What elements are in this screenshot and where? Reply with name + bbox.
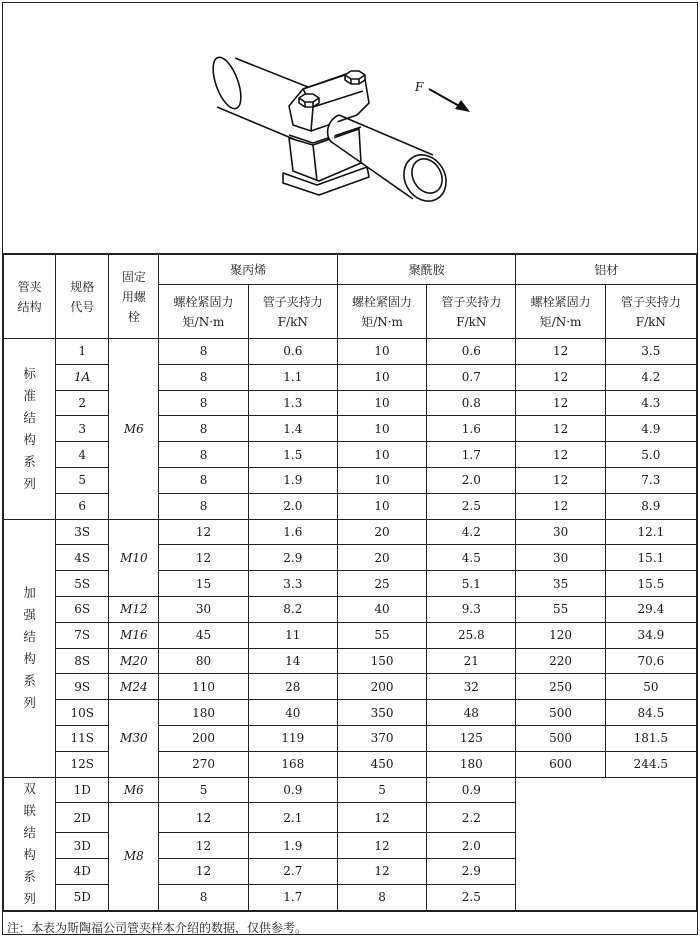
value-cell: 2.0 (427, 833, 516, 859)
bolt-cell: M6 (109, 777, 159, 803)
value-cell: 12 (516, 467, 605, 493)
value-cell: 14 (248, 648, 337, 674)
bolt-cell: M20 (109, 648, 159, 674)
bolt-cell: M12 (109, 596, 159, 622)
value-cell: 8 (159, 390, 248, 416)
value-cell: 370 (337, 725, 426, 751)
value-cell: 10 (337, 493, 426, 519)
value-cell: 4.9 (605, 416, 696, 442)
code-cell: 4D (56, 858, 109, 884)
table-row (4, 519, 697, 545)
value-cell: 1.7 (248, 884, 337, 910)
value-cell: 119 (248, 725, 337, 751)
value-cell: 8 (337, 884, 426, 910)
value-cell: 10 (337, 364, 426, 390)
code-cell: 5 (56, 467, 109, 493)
value-cell: 50 (605, 674, 696, 700)
value-cell: 3.3 (248, 571, 337, 597)
table-row (4, 364, 697, 390)
value-cell: 25.8 (427, 622, 516, 648)
bolt-cell: M30 (109, 700, 159, 777)
value-cell: 34.9 (605, 622, 696, 648)
value-cell: 28 (248, 674, 337, 700)
value-cell: 84.5 (605, 700, 696, 726)
value-cell: 600 (516, 751, 605, 777)
value-cell: 20 (337, 519, 426, 545)
table-row (4, 725, 697, 751)
value-cell: 5 (159, 777, 248, 803)
value-cell: 0.9 (427, 777, 516, 803)
force-arrow-icon (455, 100, 470, 112)
value-cell: 180 (427, 751, 516, 777)
pipe-clamp-illustration (3, 3, 697, 253)
value-cell: 10 (337, 416, 426, 442)
value-cell: 1.6 (427, 416, 516, 442)
bolt-cell: M10 (109, 519, 159, 596)
value-cell: 2.0 (427, 467, 516, 493)
header-force: 管子夹持力F/kN (427, 285, 516, 339)
value-cell: 2.2 (427, 803, 516, 833)
value-cell: 48 (427, 700, 516, 726)
empty-cell (516, 777, 697, 910)
value-cell: 12 (516, 364, 605, 390)
code-cell: 3 (56, 416, 109, 442)
force-label: F (415, 80, 424, 94)
table-row (4, 622, 697, 648)
value-cell: 40 (248, 700, 337, 726)
value-cell: 8.2 (248, 596, 337, 622)
bolt-cell: M6 (109, 339, 159, 520)
value-cell: 4.2 (427, 519, 516, 545)
table-row (4, 467, 697, 493)
value-cell: 220 (516, 648, 605, 674)
value-cell: 270 (159, 751, 248, 777)
value-cell: 0.7 (427, 364, 516, 390)
header-bolt: 固定用螺栓 (109, 255, 159, 339)
code-cell: 1D (56, 777, 109, 803)
value-cell: 15.1 (605, 545, 696, 571)
table-row (4, 442, 697, 468)
table-row (4, 571, 697, 597)
value-cell: 8 (159, 493, 248, 519)
code-cell: 5S (56, 571, 109, 597)
value-cell: 12 (516, 416, 605, 442)
value-cell: 10 (337, 467, 426, 493)
value-cell: 150 (337, 648, 426, 674)
value-cell: 12 (337, 803, 426, 833)
value-cell: 3.5 (605, 339, 696, 365)
value-cell: 2.1 (248, 803, 337, 833)
value-cell: 110 (159, 674, 248, 700)
value-cell: 250 (516, 674, 605, 700)
code-cell: 3D (56, 833, 109, 859)
value-cell: 0.6 (248, 339, 337, 365)
value-cell: 1.9 (248, 833, 337, 859)
value-cell: 4.5 (427, 545, 516, 571)
code-cell: 6 (56, 493, 109, 519)
value-cell: 10 (337, 339, 426, 365)
header-structure: 管夹结构 (4, 255, 56, 339)
value-cell: 1.4 (248, 416, 337, 442)
value-cell: 500 (516, 725, 605, 751)
value-cell: 350 (337, 700, 426, 726)
table-row (4, 596, 697, 622)
value-cell: 181.5 (605, 725, 696, 751)
value-cell: 4.2 (605, 364, 696, 390)
header-material-pa: 聚酰胺 (337, 255, 516, 285)
value-cell: 12 (516, 493, 605, 519)
value-cell: 12 (337, 858, 426, 884)
value-cell: 45 (159, 622, 248, 648)
value-cell: 8.9 (605, 493, 696, 519)
value-cell: 10 (337, 442, 426, 468)
value-cell: 9.3 (427, 596, 516, 622)
bolt-cell: M16 (109, 622, 159, 648)
value-cell: 500 (516, 700, 605, 726)
header-material-pp: 聚丙烯 (159, 255, 338, 285)
value-cell: 120 (516, 622, 605, 648)
value-cell: 168 (248, 751, 337, 777)
value-cell: 21 (427, 648, 516, 674)
table-body (4, 339, 697, 911)
code-cell: 1A (56, 364, 109, 390)
code-cell: 4S (56, 545, 109, 571)
header-code: 规格代号 (56, 255, 109, 339)
value-cell: 125 (427, 725, 516, 751)
table-row (4, 700, 697, 726)
bolt-cell: M8 (109, 803, 159, 910)
value-cell: 200 (159, 725, 248, 751)
value-cell: 70.6 (605, 648, 696, 674)
group-label: 标准结构系列 (4, 339, 56, 520)
group-label: 双联结构系列 (4, 777, 56, 910)
table-note: 注：本表为斯陶福公司管夹样本介绍的数据，仅供参考。 (3, 911, 697, 945)
value-cell: 2.9 (248, 545, 337, 571)
value-cell: 29.4 (605, 596, 696, 622)
value-cell: 12 (516, 339, 605, 365)
header-force: 管子夹持力F/kN (248, 285, 337, 339)
table-row (4, 648, 697, 674)
value-cell: 4.3 (605, 390, 696, 416)
value-cell: 15.5 (605, 571, 696, 597)
code-cell: 1 (56, 339, 109, 365)
code-cell: 6S (56, 596, 109, 622)
pipe-clamp-figure (3, 3, 697, 254)
value-cell: 1.1 (248, 364, 337, 390)
code-cell: 12S (56, 751, 109, 777)
value-cell: 12 (337, 833, 426, 859)
value-cell: 55 (337, 622, 426, 648)
value-cell: 0.6 (427, 339, 516, 365)
value-cell: 450 (337, 751, 426, 777)
header-torque: 螺栓紧固力矩/N·m (159, 285, 248, 339)
code-cell: 8S (56, 648, 109, 674)
value-cell: 8 (159, 442, 248, 468)
value-cell: 30 (516, 519, 605, 545)
value-cell: 1.5 (248, 442, 337, 468)
value-cell: 12 (516, 390, 605, 416)
value-cell: 40 (337, 596, 426, 622)
group-label: 加强结构系列 (4, 519, 56, 777)
value-cell: 8 (159, 339, 248, 365)
table-row (4, 416, 697, 442)
table-row (4, 545, 697, 571)
value-cell: 8 (159, 467, 248, 493)
value-cell: 5.0 (605, 442, 696, 468)
value-cell: 12 (159, 858, 248, 884)
table-row (4, 390, 697, 416)
value-cell: 5 (337, 777, 426, 803)
value-cell: 2.5 (427, 884, 516, 910)
code-cell: 5D (56, 884, 109, 910)
code-cell: 10S (56, 700, 109, 726)
table-row (4, 674, 697, 700)
code-cell: 3S (56, 519, 109, 545)
value-cell: 25 (337, 571, 426, 597)
value-cell: 200 (337, 674, 426, 700)
value-cell: 10 (337, 390, 426, 416)
code-cell: 7S (56, 622, 109, 648)
value-cell: 5.1 (427, 571, 516, 597)
value-cell: 2.0 (248, 493, 337, 519)
value-cell: 15 (159, 571, 248, 597)
value-cell: 8 (159, 364, 248, 390)
value-cell: 30 (516, 545, 605, 571)
value-cell: 1.9 (248, 467, 337, 493)
table-row (4, 777, 697, 803)
value-cell: 1.7 (427, 442, 516, 468)
header-torque: 螺栓紧固力矩/N·m (337, 285, 426, 339)
value-cell: 1.3 (248, 390, 337, 416)
value-cell: 0.9 (248, 777, 337, 803)
value-cell: 20 (337, 545, 426, 571)
table-row (4, 493, 697, 519)
value-cell: 180 (159, 700, 248, 726)
value-cell: 12 (516, 442, 605, 468)
value-cell: 1.6 (248, 519, 337, 545)
table-row (4, 751, 697, 777)
value-cell: 11 (248, 622, 337, 648)
value-cell: 12 (159, 833, 248, 859)
value-cell: 7.3 (605, 467, 696, 493)
header-material-al: 铝材 (516, 255, 697, 285)
value-cell: 80 (159, 648, 248, 674)
code-cell: 4 (56, 442, 109, 468)
value-cell: 2.7 (248, 858, 337, 884)
value-cell: 8 (159, 416, 248, 442)
code-cell: 9S (56, 674, 109, 700)
bolt-cell: M24 (109, 674, 159, 700)
value-cell: 55 (516, 596, 605, 622)
value-cell: 12 (159, 545, 248, 571)
value-cell: 35 (516, 571, 605, 597)
value-cell: 30 (159, 596, 248, 622)
code-cell: 2 (56, 390, 109, 416)
header-force: 管子夹持力F/kN (605, 285, 696, 339)
value-cell: 32 (427, 674, 516, 700)
code-cell: 2D (56, 803, 109, 833)
value-cell: 8 (159, 884, 248, 910)
value-cell: 244.5 (605, 751, 696, 777)
value-cell: 0.8 (427, 390, 516, 416)
value-cell: 12.1 (605, 519, 696, 545)
value-cell: 12 (159, 803, 248, 833)
value-cell: 2.9 (427, 858, 516, 884)
document-page (2, 2, 698, 935)
code-cell: 11S (56, 725, 109, 751)
value-cell: 2.5 (427, 493, 516, 519)
clamp-spec-table (3, 254, 697, 911)
header-torque: 螺栓紧固力矩/N·m (516, 285, 605, 339)
table-row (4, 339, 697, 365)
value-cell: 12 (159, 519, 248, 545)
